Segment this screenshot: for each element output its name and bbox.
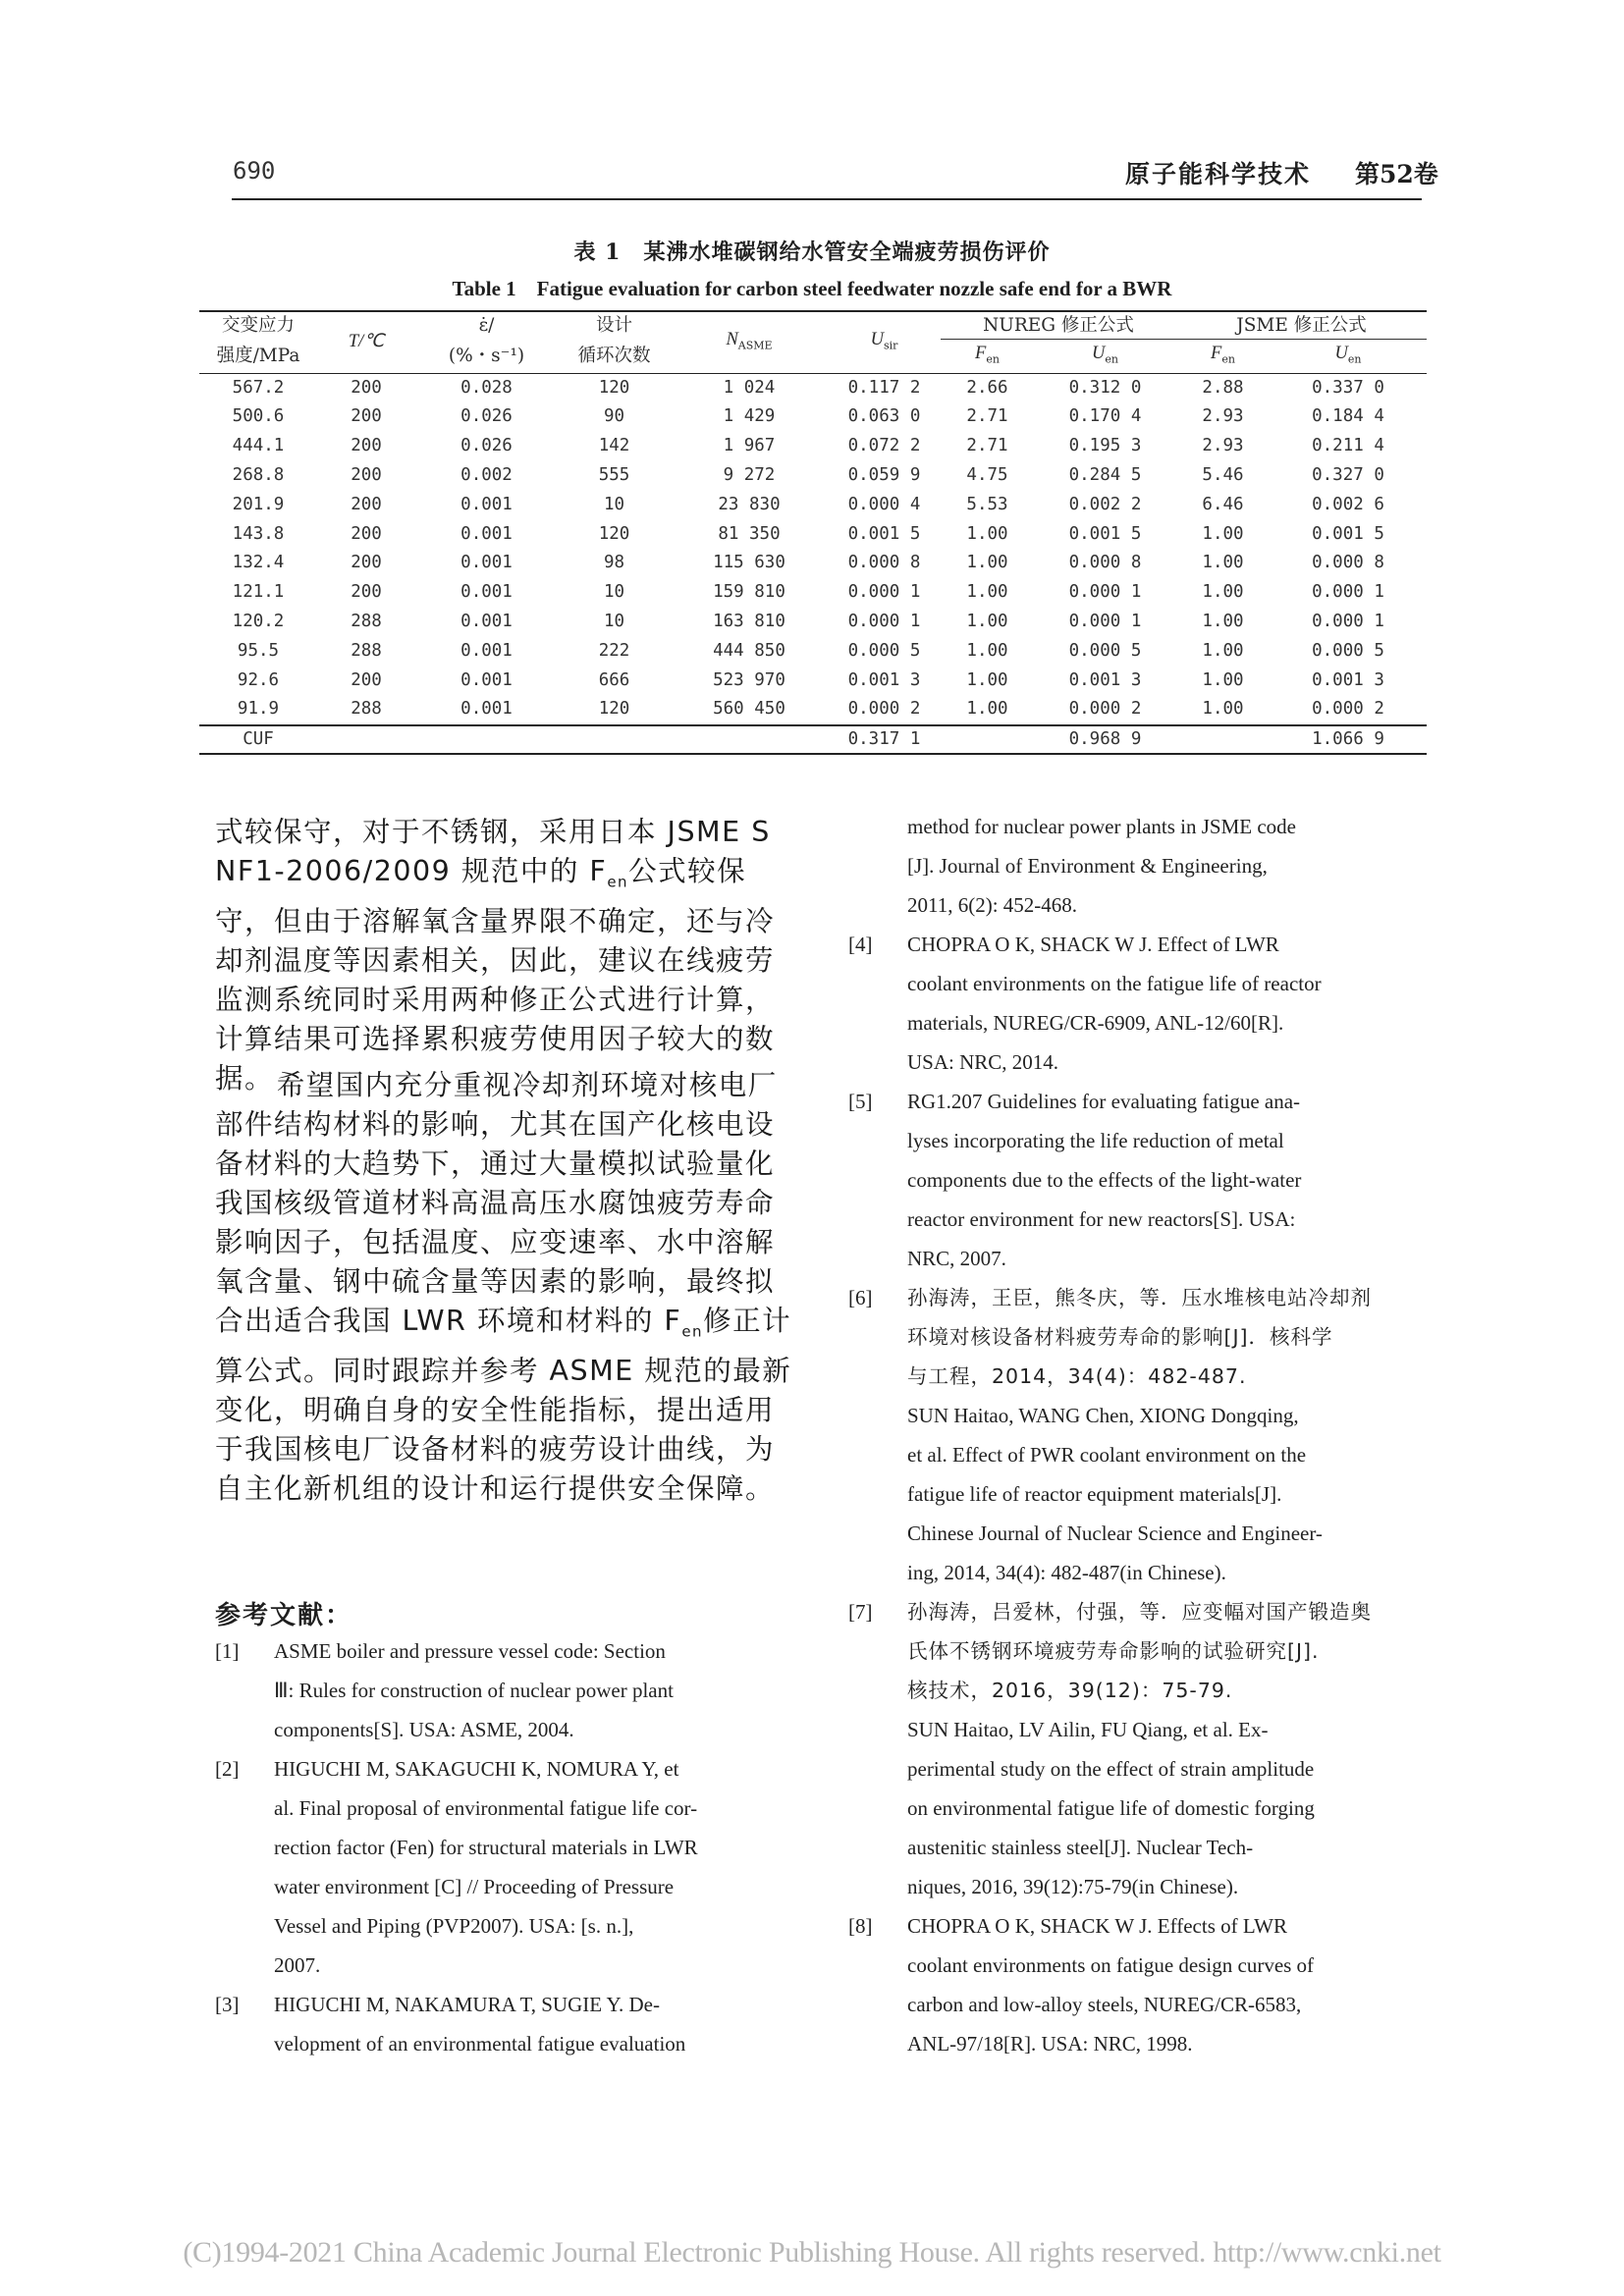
- table-row: [199, 402, 1427, 432]
- cell-cycles: 98: [603, 553, 625, 573]
- cell-nasme: 163 810: [713, 612, 785, 632]
- cell-rate: 0.026: [460, 406, 513, 427]
- cell-jsme-uen: 0.211 4: [1312, 436, 1384, 456]
- cell-jsme-fen: 1.00: [1202, 612, 1244, 632]
- cell-nureg-fen: 4.75: [966, 465, 1008, 486]
- table-row: [199, 549, 1427, 578]
- table-caption-en: Table 1 Fatigue evaluation for carbon steel feedwater nozzle safe end for a BWR: [452, 277, 1172, 300]
- header-nasme: $N_{ASME}$: [671, 311, 828, 373]
- cell-nasme: 1 429: [723, 406, 776, 427]
- reference-line: materials, NUREG/CR-6909, ANL-12/60[R].: [907, 1011, 1284, 1035]
- cuf-jsme-uen: 1.066 9: [1270, 725, 1427, 754]
- header-jsme-fen: $F_{en}$: [1176, 340, 1270, 374]
- cell-temp: 200: [351, 669, 382, 690]
- reference-line: ing, 2014, 34(4): 482-487(in Chinese).: [907, 1561, 1226, 1584]
- cell-rate: 0.001: [460, 494, 513, 514]
- reference-line: 孙海涛，王臣，熊冬庆，等．压水堆核电站冷却剂: [907, 1286, 1372, 1309]
- reference-line: lyses incorporating the life reduction of metal: [907, 1129, 1284, 1152]
- header-jsme-uen: $U_{en}$: [1270, 340, 1427, 374]
- header-nureg-uen: $U_{en}$: [1034, 340, 1176, 374]
- cell-cycles: 10: [603, 494, 625, 514]
- cell-stress: 143.8: [232, 523, 285, 544]
- cell-jsme-uen: 0.000 1: [1312, 612, 1384, 632]
- reference-line: USA: NRC, 2014.: [907, 1050, 1059, 1074]
- header-temp: T/℃: [317, 311, 415, 373]
- reference-line: ASME boiler and pressure vessel code: Section: [274, 1639, 666, 1663]
- header-cycles-unit: 循环次数: [558, 340, 671, 374]
- cell-temp: 200: [351, 523, 382, 544]
- reference-line: RG1.207 Guidelines for evaluating fatigue ana-: [907, 1090, 1301, 1113]
- cell-nureg-uen: 0.170 4: [1068, 406, 1142, 427]
- cuf-usir: 0.317 1: [828, 725, 941, 754]
- cell-nasme: 81 350: [718, 523, 781, 544]
- cell-nureg-fen: 2.71: [966, 406, 1008, 427]
- header-nureg-fen: $F_{en}$: [941, 340, 1034, 374]
- journal-title: 原子能科学技术: [1125, 160, 1312, 188]
- header-nureg: NUREG 修正公式: [941, 311, 1176, 340]
- cell-nureg-uen: 0.000 2: [1034, 695, 1176, 725]
- reference-line: velopment of an environmental fatigue evaluation: [274, 2032, 686, 2056]
- cell-cycles: 10: [603, 582, 625, 603]
- cell-jsme-fen: 1.00: [1202, 553, 1244, 573]
- cell-cycles: 222: [598, 640, 630, 661]
- cell-nureg-fen: 1.00: [966, 669, 1008, 690]
- reference-line: 氏体不锈钢环境疲劳寿命影响的试验研究[J].: [907, 1639, 1320, 1663]
- cell-usir: 0.072 2: [847, 436, 921, 456]
- cell-jsme-fen: 1.00: [1202, 640, 1244, 661]
- cell-usir: 0.000 4: [847, 494, 921, 514]
- cell-jsme-uen: 0.337 0: [1312, 377, 1384, 398]
- cell-temp: 200: [351, 465, 382, 486]
- cell-temp: 288: [351, 640, 382, 661]
- table-row: [199, 637, 1427, 667]
- cell-nureg-uen: 0.001 5: [1068, 523, 1142, 544]
- table-row: [199, 667, 1427, 696]
- cell-cycles: 120: [598, 523, 630, 544]
- cell-jsme-uen: 0.000 5: [1312, 640, 1384, 661]
- cell-stress: 500.6: [232, 406, 285, 427]
- reference-line: HIGUCHI M, NAKAMURA T, SUGIE Y. De-: [274, 1993, 660, 2016]
- cell-cycles: 90: [603, 406, 625, 427]
- cell-cycles: 120: [598, 377, 630, 398]
- cell-temp: 200: [351, 553, 382, 573]
- reference-line: coolant environments on fatigue design curves of: [907, 1953, 1315, 1977]
- reference-line: fatigue life of reactor equipment materials[J].: [907, 1482, 1282, 1506]
- page-number: 690: [233, 157, 276, 185]
- cell-cycles: 555: [598, 465, 630, 486]
- cell-nasme: 9 272: [723, 465, 776, 486]
- header-stress: 交变应力: [199, 311, 317, 340]
- cell-nasme: 23 830: [718, 494, 781, 514]
- cell-nureg-fen: 2.66: [966, 377, 1008, 398]
- cell-cycles: 666: [598, 669, 630, 690]
- reference-line: coolant environments on the fatigue life of reactor: [907, 972, 1322, 995]
- cell-temp: 200: [351, 436, 382, 456]
- cell-nureg-uen: 0.001 3: [1068, 669, 1142, 690]
- cell-nureg-uen: 0.000 1: [1068, 582, 1142, 603]
- header-usir: $U_{sir}$: [828, 311, 941, 373]
- body-paragraph-1: 式较保守，对于不锈钢，采用日本 JSME S NF1-2006/2009 规范中的 $F_{en}$公式较保守，但由于溶解氧含量界限不确定，还与冷却剂温度等因素相关，因此，建议在线疲劳监测系统同时采用两种修正公式进行计算，计算结果可选择累积疲劳使用因子较大的数据。: [215, 816, 776, 1095]
- reference-line: 与工程，2014，34(4)：482-487.: [907, 1364, 1247, 1388]
- cell-nureg-fen: 1.00: [941, 695, 1034, 725]
- cell-temp: 200: [351, 406, 382, 427]
- reference-line: 2007.: [274, 1953, 321, 1977]
- reference-line: NRC, 2007.: [907, 1247, 1006, 1270]
- cell-jsme-fen: 1.00: [1202, 523, 1244, 544]
- cell-temp: 200: [351, 377, 382, 398]
- cell-jsme-uen: 0.000 2: [1270, 695, 1427, 725]
- cell-jsme-fen: 6.46: [1202, 494, 1244, 514]
- cell-usir: 0.063 0: [847, 406, 921, 427]
- cell-jsme-uen: 0.184 4: [1312, 406, 1384, 427]
- reference-line: niques, 2016, 39(12):75-79(in Chinese).: [907, 1875, 1239, 1898]
- cell-usir: 0.001 5: [847, 523, 921, 544]
- cuf-nureg-uen: 0.968 9: [1034, 725, 1176, 754]
- cell-jsme-fen: 5.46: [1202, 465, 1244, 486]
- cell-nureg-uen: 0.284 5: [1068, 465, 1142, 486]
- cell-rate: 0.001: [460, 523, 513, 544]
- table-row: [199, 491, 1427, 520]
- cell-usir: 0.059 9: [847, 465, 921, 486]
- cell-nasme: 560 450: [671, 695, 828, 725]
- cell-rate: 0.001: [415, 695, 558, 725]
- reference-line: CHOPRA O K, SHACK W J. Effects of LWR: [907, 1914, 1287, 1938]
- cell-jsme-uen: 0.000 8: [1312, 553, 1384, 573]
- reference-line: water environment [C] // Proceeding of Pressure: [274, 1875, 675, 1898]
- cell-usir: 0.001 3: [847, 669, 921, 690]
- reference-line: HIGUCHI M, SAKAGUCHI K, NOMURA Y, et: [274, 1757, 679, 1781]
- cell-temp: 200: [351, 494, 382, 514]
- cell-nureg-uen: 0.000 5: [1068, 640, 1142, 661]
- reference-line: austenitic stainless steel[J]. Nuclear Tech-: [907, 1836, 1254, 1859]
- header-cycles: 设计: [558, 311, 671, 340]
- reference-line: reactor environment for new reactors[S]. USA:: [907, 1207, 1296, 1231]
- reference-line: components due to the effects of the light-water: [907, 1168, 1302, 1192]
- table-row: [199, 578, 1427, 608]
- table-row: [199, 461, 1427, 491]
- cell-jsme-fen: 1.00: [1202, 582, 1244, 603]
- reference-line: al. Final proposal of environmental fatigue life cor-: [274, 1796, 698, 1820]
- cell-stress: 201.9: [232, 494, 285, 514]
- reference-line: 2011, 6(2): 452-468.: [907, 893, 1078, 917]
- reference-line: rection factor (Fen) for structural materials in LWR: [274, 1836, 698, 1859]
- cell-cycles: 120: [558, 695, 671, 725]
- cell-jsme-fen: 1.00: [1202, 669, 1244, 690]
- cell-jsme-uen: 0.327 0: [1312, 465, 1384, 486]
- cell-nasme: 1 024: [723, 377, 776, 398]
- cell-usir: 0.000 5: [847, 640, 921, 661]
- cell-nureg-fen: 1.00: [966, 612, 1008, 632]
- cell-stress: 120.2: [232, 612, 285, 632]
- table-row: [199, 373, 1427, 402]
- cuf-row: [199, 725, 1427, 754]
- reference-line: ANL-97/18[R]. USA: NRC, 1998.: [907, 2032, 1193, 2056]
- cell-usir: 0.117 2: [847, 377, 921, 398]
- table-row: [199, 520, 1427, 550]
- reference-line: components[S]. USA: ASME, 2004.: [274, 1718, 574, 1741]
- cell-rate: 0.028: [460, 377, 513, 398]
- cell-nureg-uen: 0.002 2: [1068, 494, 1142, 514]
- reference-line: 核技术，2016，39(12)：75-79.: [907, 1679, 1233, 1702]
- cell-temp: 288: [351, 612, 382, 632]
- cell-rate: 0.001: [460, 612, 513, 632]
- cell-nureg-uen: 0.312 0: [1068, 377, 1142, 398]
- cell-rate: 0.002: [460, 465, 513, 486]
- cell-rate: 0.001: [460, 669, 513, 690]
- cell-temp: 200: [351, 582, 382, 603]
- cell-cycles: 10: [603, 612, 625, 632]
- cell-nureg-uen: 0.000 1: [1068, 612, 1142, 632]
- cell-nureg-fen: 1.00: [966, 582, 1008, 603]
- volume-label: 第52卷: [1355, 160, 1438, 188]
- header-jsme: JSME 修正公式: [1176, 311, 1427, 340]
- cell-nasme: 115 630: [713, 553, 785, 573]
- cell-jsme-fen: 2.93: [1202, 406, 1244, 427]
- reference-line: perimental study on the effect of strain amplitude: [907, 1757, 1315, 1781]
- cell-jsme-uen: 0.000 1: [1312, 582, 1384, 603]
- reference-line: method for nuclear power plants in JSME code: [907, 815, 1296, 838]
- cell-nureg-fen: 1.00: [966, 523, 1008, 544]
- cell-jsme-uen: 0.002 6: [1312, 494, 1384, 514]
- cell-jsme-fen: 1.00: [1176, 695, 1270, 725]
- reference-line: et al. Effect of PWR coolant environment on the: [907, 1443, 1307, 1467]
- fatigue-table: [199, 310, 1427, 755]
- cell-jsme-fen: 2.88: [1202, 377, 1244, 398]
- cell-usir: 0.000 1: [847, 612, 921, 632]
- cell-nureg-uen: 0.000 8: [1068, 553, 1142, 573]
- header-rule: [232, 198, 1422, 200]
- cell-jsme-uen: 0.001 5: [1312, 523, 1384, 544]
- reference-line: SUN Haitao, WANG Chen, XIONG Dongqing,: [907, 1404, 1299, 1427]
- cell-nasme: 1 967: [723, 436, 776, 456]
- cell-jsme-fen: 2.93: [1202, 436, 1244, 456]
- cell-rate: 0.001: [460, 582, 513, 603]
- cell-stress: 121.1: [232, 582, 285, 603]
- cell-nureg-uen: 0.195 3: [1068, 436, 1142, 456]
- cell-cycles: 142: [598, 436, 630, 456]
- cell-usir: 0.000 8: [847, 553, 921, 573]
- copyright-footer: (C)1994-2021 China Academic Journal Electronic Publishing House. All rights reserved. http://www.cnki.net: [183, 2236, 1441, 2269]
- reference-line: Ⅲ: Rules for construction of nuclear power plant: [274, 1679, 674, 1702]
- cell-nasme: 444 850: [713, 640, 785, 661]
- table-body: [199, 373, 1427, 725]
- reference-line: on environmental fatigue life of domestic forging: [907, 1796, 1315, 1820]
- reference-line: Vessel and Piping (PVP2007). USA: [s. n.],: [274, 1914, 634, 1938]
- body-paragraph-2: 希望国内充分重视冷却剂环境对核电厂部件结构材料的影响，尤其在国产化核电设备材料的大趋势下，通过大量模拟试验量化我国核级管道材料高温高压水腐蚀疲劳寿命影响因子，包括温度、应变速率、水中溶解氧含量、钢中硫含量等因素的影响，最终拟合出适合我国 LWR 环境和材料的 $F_{en}$修正计算公式。同时跟踪并参考 ASME 规范的最新变化，明确自身的安全性能指标，提出适用于我国核电厂设备材料的疲劳设计曲线，为自主化新机组的设计和运行提供安全保障。: [215, 1069, 792, 1505]
- cell-nureg-fen: 1.00: [966, 640, 1008, 661]
- table-row: [199, 432, 1427, 461]
- reference-line: 孙海涛，吕爱林，付强，等．应变幅对国产锻造奥: [907, 1600, 1372, 1624]
- cuf-label: CUF: [199, 725, 317, 754]
- reference-line: SUN Haitao, LV Ailin, FU Qiang, et al. Ex-: [907, 1718, 1269, 1741]
- cell-nureg-fen: 5.53: [966, 494, 1008, 514]
- cell-stress: 95.5: [237, 640, 280, 661]
- references-title: 参考文献：: [215, 1601, 353, 1630]
- cell-rate: 0.026: [460, 436, 513, 456]
- cell-nasme: 159 810: [713, 582, 785, 603]
- cell-rate: 0.001: [460, 640, 513, 661]
- reference-line: CHOPRA O K, SHACK W J. Effect of LWR: [907, 933, 1279, 956]
- reference-line: [J]. Journal of Environment & Engineering,: [907, 854, 1268, 878]
- reference-line: Chinese Journal of Nuclear Science and Engineer-: [907, 1522, 1323, 1545]
- cell-nasme: 523 970: [713, 669, 785, 690]
- cell-stress: 92.6: [237, 669, 280, 690]
- cell-temp: 288: [317, 695, 415, 725]
- cell-stress: 444.1: [232, 436, 285, 456]
- cell-stress: 132.4: [232, 553, 285, 573]
- reference-line: 环境对核设备材料疲劳寿命的影响[J]．核科学: [907, 1325, 1333, 1349]
- header-rate: ε̇/: [415, 311, 558, 340]
- table-row: [199, 695, 1427, 725]
- header-rate-unit: (%・s⁻¹): [415, 340, 558, 374]
- cell-jsme-uen: 0.001 3: [1312, 669, 1384, 690]
- cell-nureg-fen: 1.00: [966, 553, 1008, 573]
- cell-rate: 0.001: [460, 553, 513, 573]
- reference-line: carbon and low-alloy steels, NUREG/CR-6583,: [907, 1993, 1302, 2016]
- table-caption-zh: 表 1 某沸水堆碳钢给水管安全端疲劳损伤评价: [573, 240, 1051, 265]
- cell-stress: 268.8: [232, 465, 285, 486]
- cell-usir: 0.000 2: [828, 695, 941, 725]
- cell-stress: 91.9: [199, 695, 317, 725]
- cell-nureg-fen: 2.71: [966, 436, 1008, 456]
- cell-stress: 567.2: [232, 377, 285, 398]
- cell-usir: 0.000 1: [847, 582, 921, 603]
- header-stress-unit: 强度/MPa: [199, 340, 317, 374]
- table-row: [199, 608, 1427, 637]
